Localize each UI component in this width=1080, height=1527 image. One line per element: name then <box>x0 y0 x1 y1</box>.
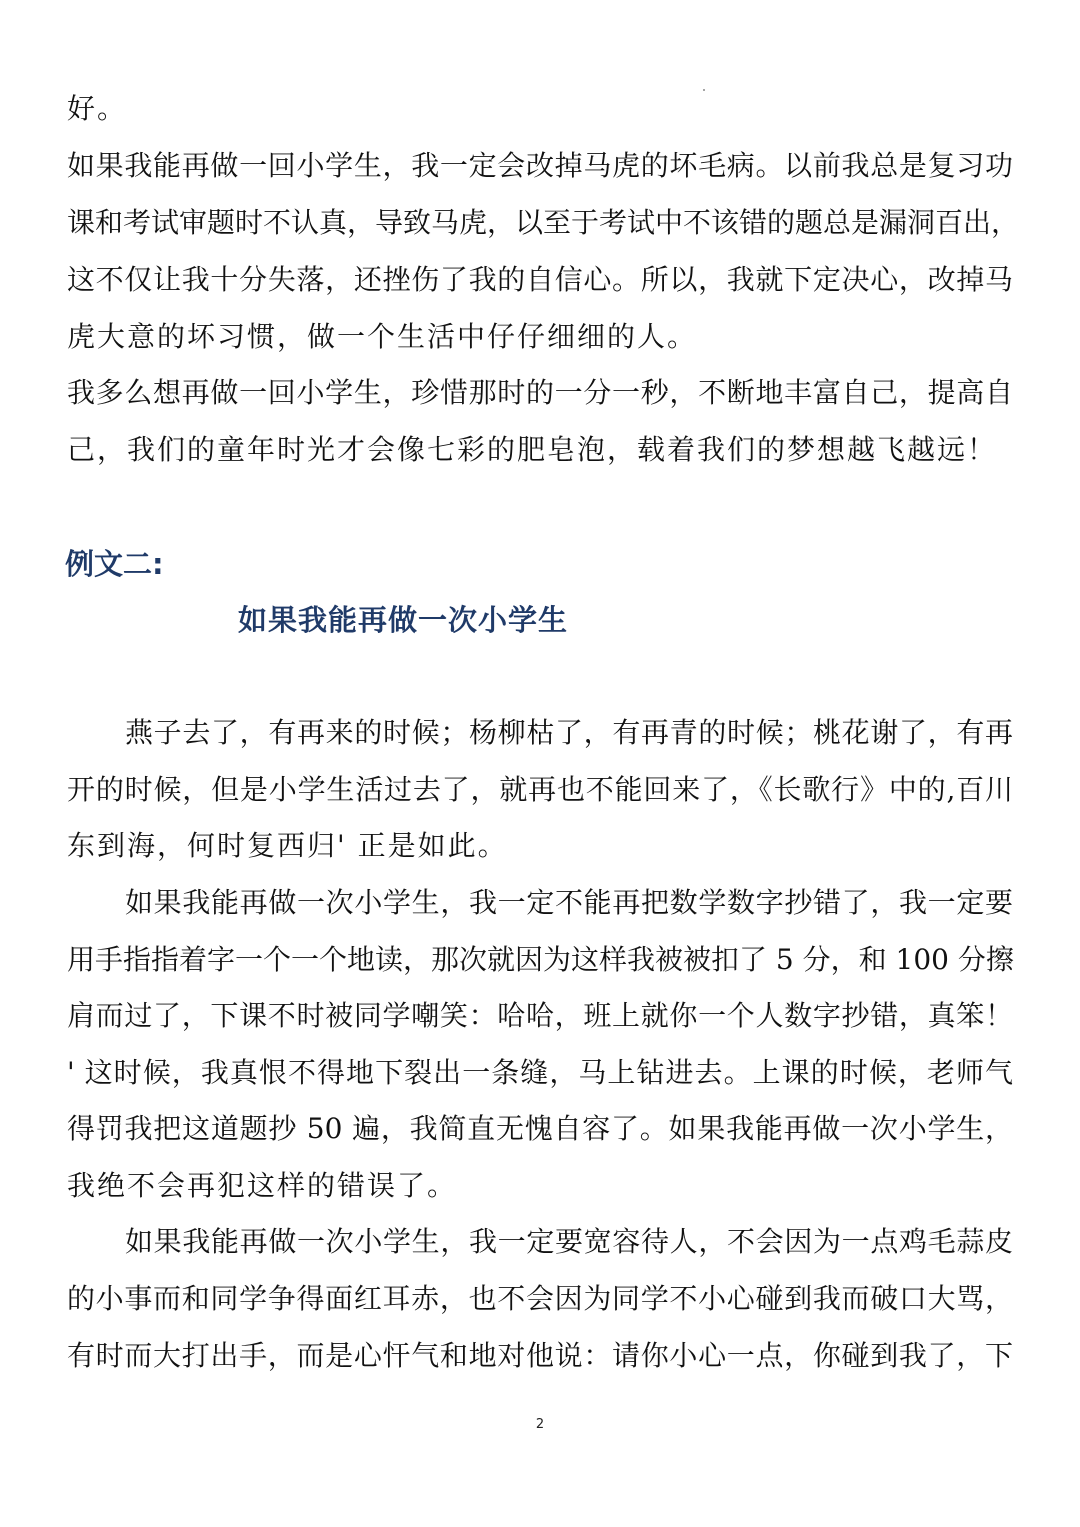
paragraph-line: 己，我们的童年时光才会像七彩的肥皂泡，载着我们的梦想越飞越远！ <box>67 433 998 466</box>
stray-mark <box>703 89 705 91</box>
paragraph-line: 这不仅让我十分失落，还挫伤了我的自信心。所以，我就下定决心，改掉马 <box>67 263 1013 296</box>
paragraph-line: 课和考试审题时不认真，导致马虎，以至于考试中不该错的题总是漏洞百出， <box>67 206 1020 239</box>
paragraph-line: 好。 <box>67 92 128 125</box>
paragraph-line: 的小事而和同学争得面红耳赤，也不会因为同学不小心碰到我而破口大骂， <box>67 1282 1013 1315</box>
paragraph-line: 我绝不会再犯这样的错误了。 <box>67 1169 458 1202</box>
paragraph-line: 如果我能再做一回小学生，我一定会改掉马虎的坏毛病。以前我总是复习功 <box>67 149 1013 182</box>
page-number: 2 <box>535 1417 545 1432</box>
paragraph-line: 得罚我把这道题抄 50 遍，我简直无愧自容了。如果我能再做一次小学生， <box>67 1112 1013 1145</box>
example-heading: 例文二: <box>65 547 164 581</box>
paragraph-line: 用手指指着字一个一个地读，那次就因为这样我被被扣了 5 分，和 100 分擦 <box>67 943 1014 976</box>
paragraph-line: 有时而大打出手，而是心忓气和地对他说：请你小心一点，你碰到我了，下 <box>67 1339 1013 1372</box>
paragraph-line: 如果我能再做一次小学生，我一定要宽容待人，不会因为一点鸡毛蒜皮 <box>125 1225 1013 1258</box>
paragraph-line: ' 这时候，我真恨不得地下裂出一条缝，马上钻进去。上课的时候，老师气 <box>67 1056 1013 1089</box>
paragraph-line: 我多么想再做一回小学生，珍惜那时的一分一秒，不断地丰富自己，提高自 <box>67 376 1013 409</box>
paragraph-line: 燕子去了，有再来的时候；杨柳枯了，有再青的时候；桃花谢了，有再 <box>125 716 1013 749</box>
paragraph-line: 虎大意的坏习惯，做一个生活中仔仔细细的人。 <box>67 320 698 353</box>
paragraph-line: 东到海，何时复西归' 正是如此。 <box>67 829 508 862</box>
paragraph-line: 如果我能再做一次小学生，我一定不能再把数学数字抄错了，我一定要 <box>125 886 1013 919</box>
paragraph-line: 肩而过了，下课不时被同学嘲笑：哈哈，班上就你一个人数字抄错，真笨！ <box>67 999 1013 1032</box>
paragraph-line: 开的时候，但是小学生活过去了，就再也不能回来了，《长歌行》中的,百川 <box>67 773 1013 806</box>
essay-title: 如果我能再做一次小学生 <box>238 603 569 637</box>
